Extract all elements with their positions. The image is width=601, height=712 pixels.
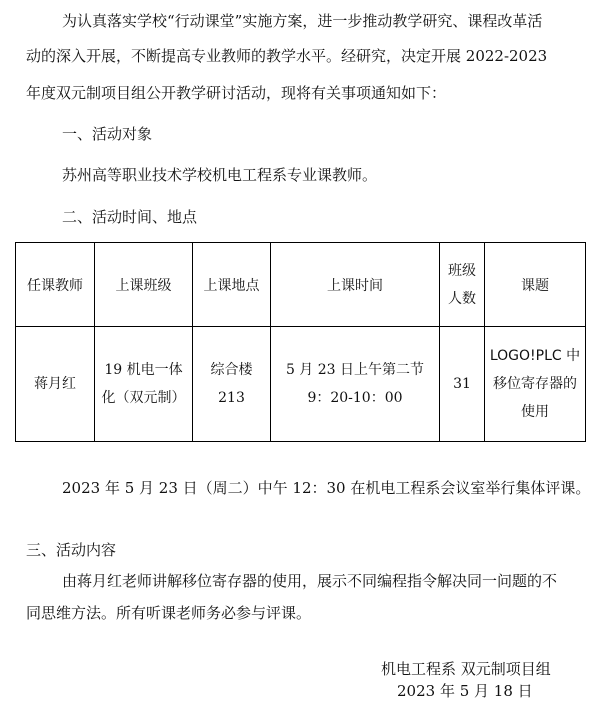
section-3-line-1: 由蒋月红老师讲解移位寄存器的使用，展示不同编程指令解决同一问题的不 xyxy=(62,572,558,590)
review-note: 2023 年 5 月 23 日（周二）中午 12：30 在机电工程系会议室举行集体评课。 xyxy=(62,479,591,497)
schedule-table xyxy=(15,242,586,442)
header-time: 上课时间 xyxy=(271,243,440,327)
table-header-row xyxy=(16,243,586,327)
header-location: 上课地点 xyxy=(193,243,271,327)
section-3-heading: 三、活动内容 xyxy=(26,541,117,559)
header-teacher: 任课教师 xyxy=(16,243,95,327)
table-row xyxy=(16,327,586,442)
intro-line-1: 为认真落实学校“行动课堂”实施方案，进一步推动教学研究、课程改革活 xyxy=(62,12,543,30)
header-topic: 课题 xyxy=(485,243,586,327)
section-1-heading: 一、活动对象 xyxy=(62,125,153,143)
cell-location: 综合楼 213 xyxy=(193,327,271,442)
cell-teacher: 蒋月红 xyxy=(16,327,95,442)
signature-date: 2023 年 5 月 18 日 xyxy=(397,682,533,700)
section-2-heading: 二、活动时间、地点 xyxy=(62,208,198,226)
cell-topic xyxy=(485,327,586,442)
cell-class-text: 19 机电一体化（双元制） xyxy=(101,362,186,406)
signature-org: 机电工程系 双元制项目组 xyxy=(381,660,551,678)
section-3-line-2: 同思维方法。所有听课老师务必参与评课。 xyxy=(26,604,312,622)
intro-line-2: 动的深入开展，不断提高专业教师的教学水平。经研究，决定开展 2022-2023 xyxy=(26,47,548,65)
intro-line-3: 年度双元制项目组公开教学研讨活动，现将有关事项通知如下： xyxy=(26,84,447,102)
cell-time xyxy=(271,327,440,442)
header-student-count xyxy=(440,243,485,327)
header-student-count-text: 班级人数 xyxy=(448,262,476,307)
cell-topic-text: LOGO!PLC 中移位寄存器的使用 xyxy=(489,348,581,420)
section-1-text: 苏州高等职业技术学校机电工程系专业课教师。 xyxy=(62,166,378,184)
cell-time-text: 5 月 23 日上午第二节 9：20-10：00 xyxy=(285,362,425,406)
header-class: 上课班级 xyxy=(95,243,193,327)
cell-class xyxy=(95,327,193,442)
cell-student-count: 31 xyxy=(440,327,485,442)
